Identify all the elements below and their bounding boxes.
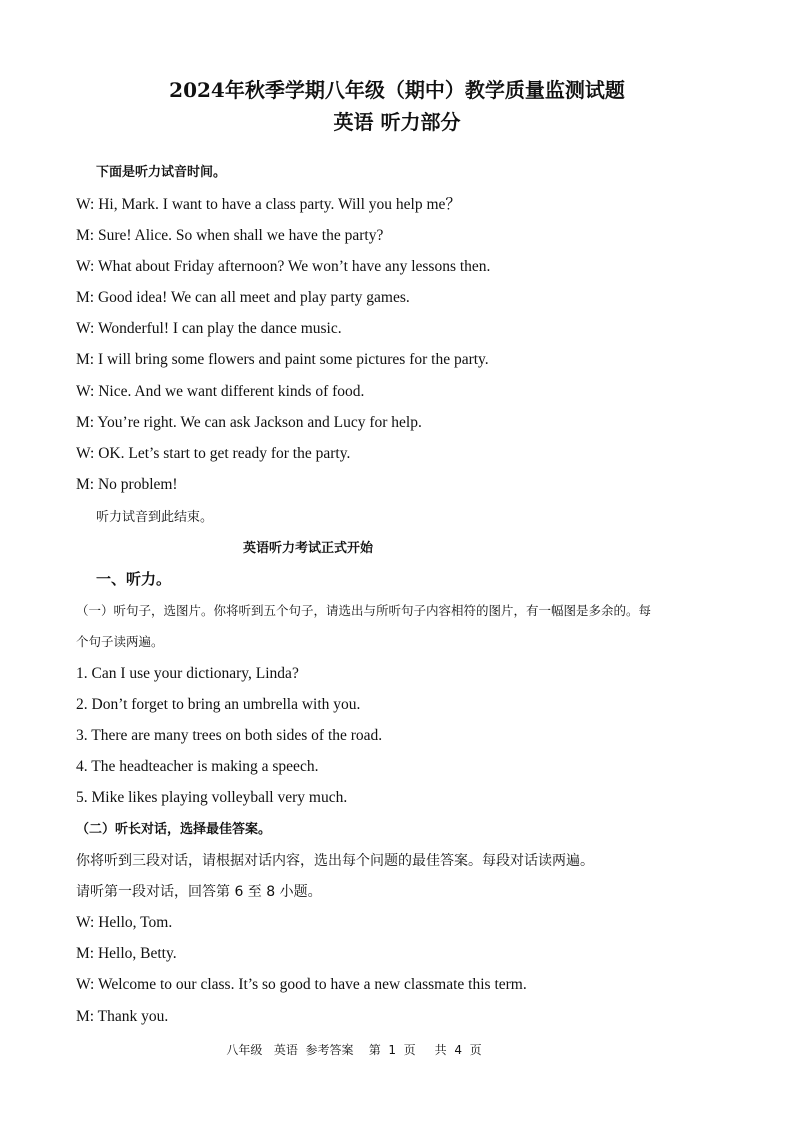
part-1-instruction-cont: 个句子读两遍。 bbox=[76, 634, 164, 649]
trial-line: M: I will bring some flowers and paint some pictures for the party. bbox=[76, 351, 489, 368]
trial-end: 听力试音到此结束。 bbox=[96, 510, 214, 525]
dialog-line: M: Hello, Betty. bbox=[76, 945, 177, 962]
trial-intro: 下面是听力试音时间。 bbox=[96, 165, 227, 180]
dialog-1-intro: 请听第一段对话，回答第 6 至 8 小题。 bbox=[76, 884, 322, 900]
trial-line: W: Wonderful! I can play the dance music. bbox=[76, 320, 342, 337]
part-1-instruction: （一）听句子，选图片。你将听到五个句子，请选出与所听句子内容相符的图片，有一幅图是多余的。每 bbox=[76, 603, 652, 618]
sentence-item: 1. Can I use your dictionary, Linda? bbox=[76, 665, 299, 682]
trial-line: M: Good idea! We can all meet and play party games. bbox=[76, 289, 410, 306]
sentence-item: 5. Mike likes playing volleyball very much. bbox=[76, 789, 348, 806]
trial-line: W: OK. Let’s start to get ready for the party. bbox=[76, 445, 351, 462]
part-2-instruction: 你将听到三段对话，请根据对话内容，选出每个问题的最佳答案。每段对话读两遍。 bbox=[76, 853, 594, 869]
trial-line: M: Sure! Alice. So when shall we have the party? bbox=[76, 227, 384, 244]
page-title: 2024年秋季学期八年级（期中）教学质量监测试题 bbox=[169, 78, 625, 102]
section-1-title: 一、听力。 bbox=[96, 570, 172, 588]
part-2-title: （二）听长对话，选择最佳答案。 bbox=[76, 822, 272, 837]
trial-line: W: Nice. And we want different kinds of food. bbox=[76, 383, 365, 400]
page-footer: 八年级 英语 参考答案 第 1 页 共 4 页 bbox=[226, 1043, 482, 1057]
page-subtitle: 英语 听力部分 bbox=[333, 110, 461, 134]
dialog-line: M: Thank you. bbox=[76, 1008, 169, 1025]
trial-line: M: You’re right. We can ask Jackson and Lucy for help. bbox=[76, 414, 422, 431]
trial-line: M: No problem! bbox=[76, 476, 178, 493]
exam-start-heading: 英语听力考试正式开始 bbox=[243, 541, 374, 556]
dialog-line: W: Hello, Tom. bbox=[76, 914, 173, 931]
sentence-item: 2. Don’t forget to bring an umbrella with you. bbox=[76, 696, 361, 713]
trial-line: W: What about Friday afternoon? We won’t have any lessons then. bbox=[76, 258, 491, 275]
sentence-item: 4. The headteacher is making a speech. bbox=[76, 758, 319, 775]
trial-line: W: Hi, Mark. I want to have a class party. Will you help me？ bbox=[76, 196, 461, 213]
dialog-line: W: Welcome to our class. It’s so good to have a new classmate this term. bbox=[76, 976, 527, 993]
sentence-item: 3. There are many trees on both sides of the road. bbox=[76, 727, 383, 744]
